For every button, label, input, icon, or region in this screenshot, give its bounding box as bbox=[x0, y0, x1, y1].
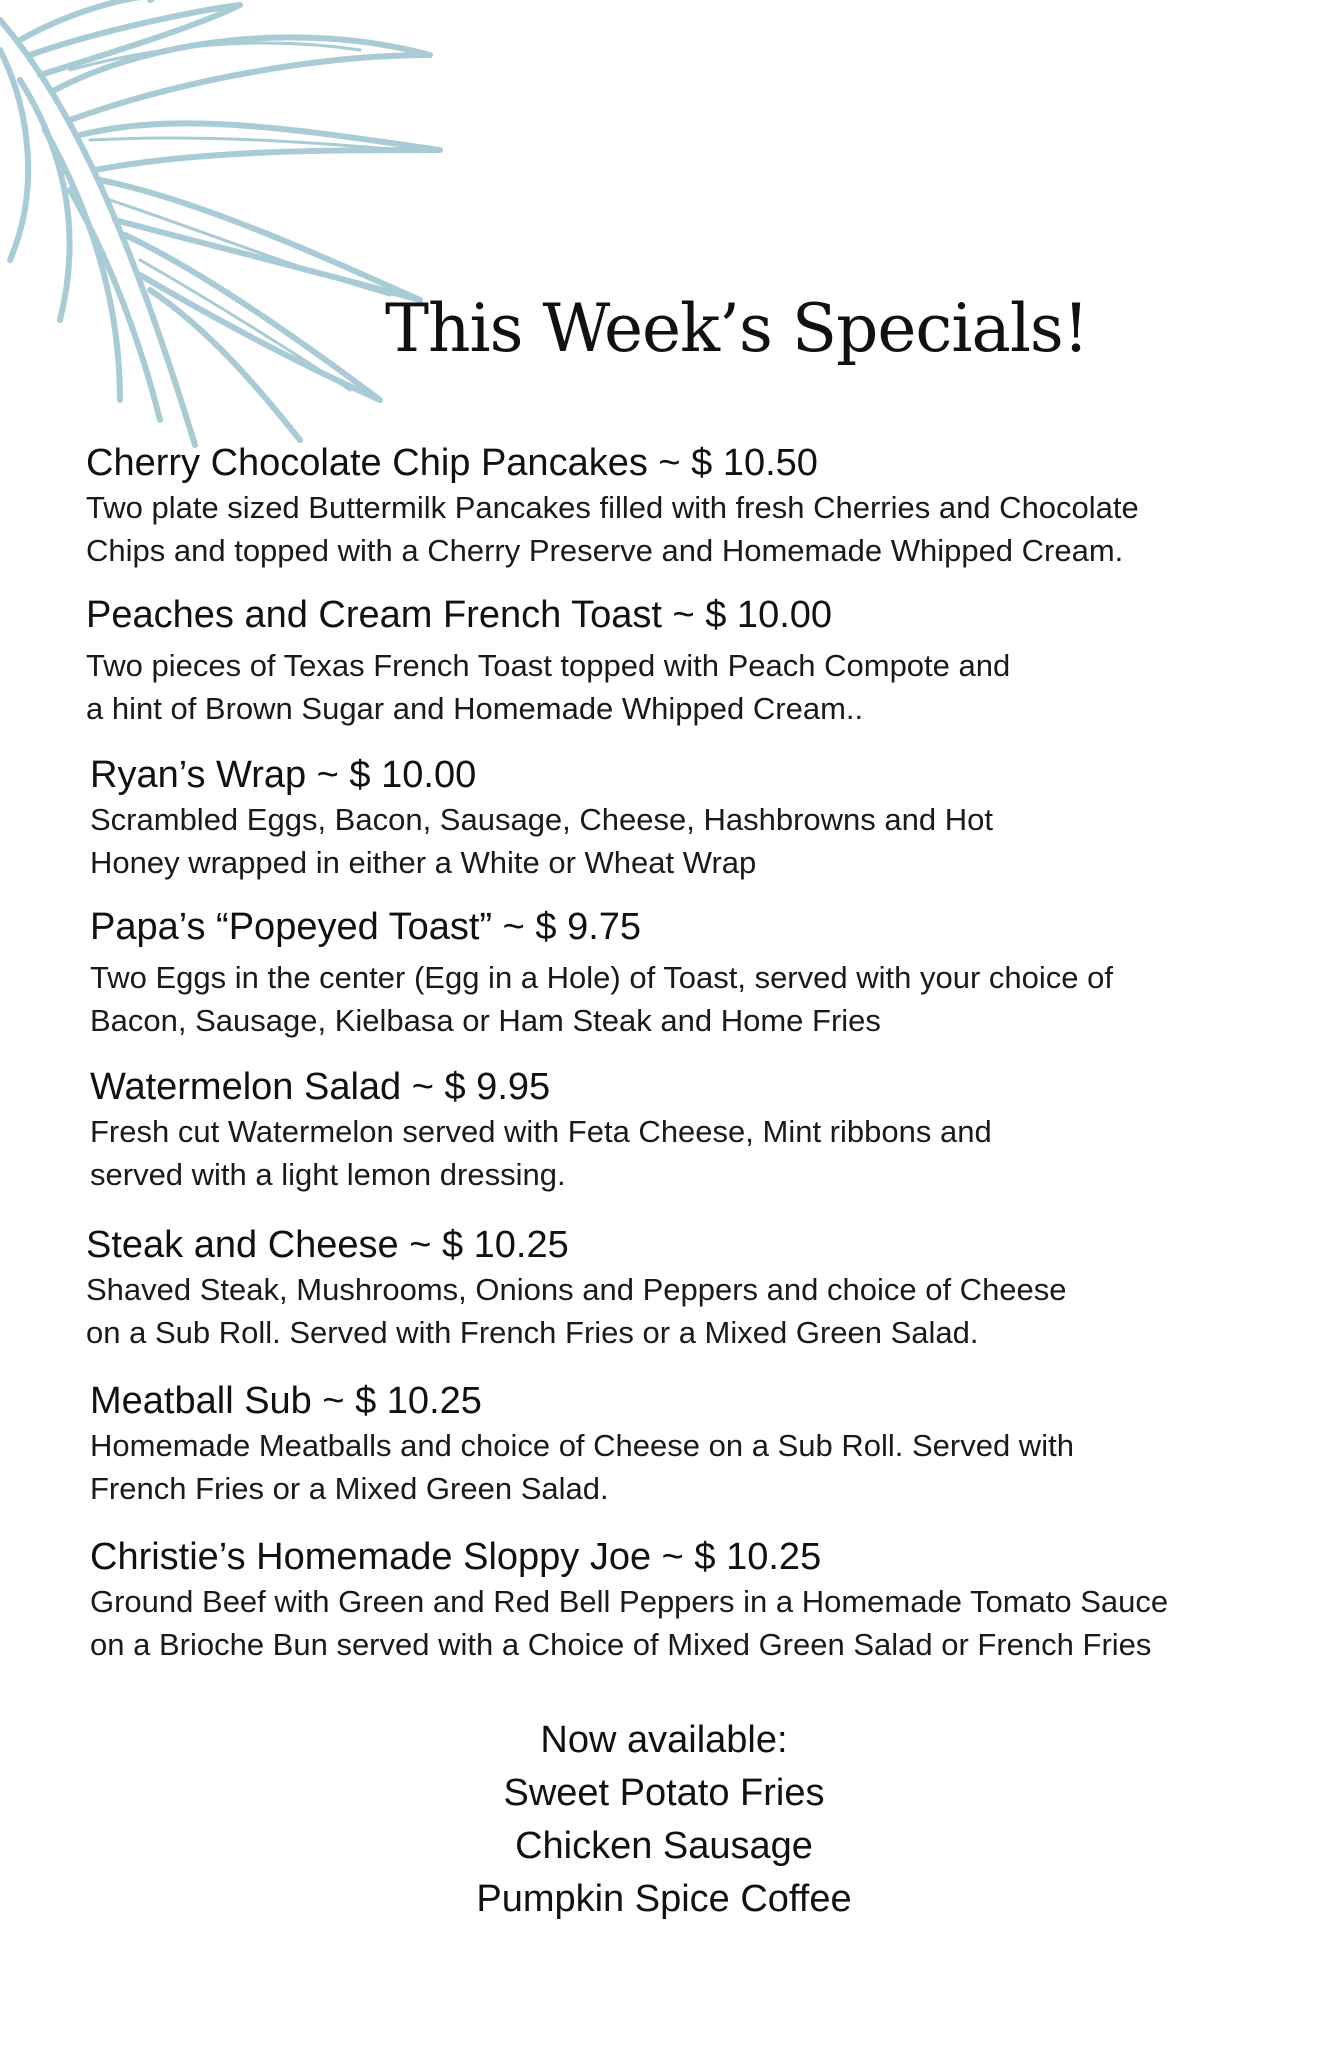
menu-item-description bbox=[86, 1268, 1067, 1354]
now-available-item: Sweet Potato Fries bbox=[503, 1772, 825, 1814]
menu-item bbox=[90, 1064, 992, 1196]
menu-item-heading: Steak and Cheese ~ $ 10.25 bbox=[86, 1224, 569, 1266]
description-line: French Fries or a Mixed Green Salad. bbox=[90, 1471, 609, 1506]
palm-leaf-icon bbox=[0, 0, 520, 460]
menu-item bbox=[90, 904, 1113, 1042]
description-line: Two pieces of Texas French Toast topped with Peach Compote and bbox=[86, 648, 1011, 683]
menu-item-heading: Watermelon Salad ~ $ 9.95 bbox=[90, 1066, 551, 1108]
now-available-heading: Now available: bbox=[540, 1719, 788, 1761]
description-line: on a Brioche Bun served with a Choice of Mixed Green Salad or French Fries bbox=[90, 1627, 1152, 1662]
now-available-item: Pumpkin Spice Coffee bbox=[476, 1878, 852, 1920]
description-line: Shaved Steak, Mushrooms, Onions and Peppers and choice of Cheese bbox=[86, 1272, 1067, 1307]
menu-item-heading: Cherry Chocolate Chip Pancakes ~ $ 10.50 bbox=[86, 442, 818, 484]
menu-item-description bbox=[86, 644, 1010, 730]
menu-item-description bbox=[90, 798, 993, 884]
menu-item-heading: Peaches and Cream French Toast ~ $ 10.00 bbox=[86, 594, 833, 636]
menu-item bbox=[86, 440, 1139, 572]
description-line: Two Eggs in the center (Egg in a Hole) of Toast, served with your choice of bbox=[90, 960, 1113, 995]
description-line: Ground Beef with Green and Red Bell Peppers in a Homemade Tomato Sauce bbox=[90, 1584, 1169, 1619]
menu-item-heading: Ryan’s Wrap ~ $ 10.00 bbox=[90, 754, 477, 796]
menu-item-description bbox=[90, 1424, 1074, 1510]
description-line: Two plate sized Buttermilk Pancakes filled with fresh Cherries and Chocolate bbox=[86, 490, 1139, 525]
menu-item-description bbox=[90, 956, 1113, 1042]
menu-item bbox=[90, 1378, 1074, 1510]
description-line: Honey wrapped in either a White or Wheat Wrap bbox=[90, 845, 757, 880]
menu-item-description bbox=[86, 486, 1139, 572]
page-title: This Week’s Specials! bbox=[385, 290, 1089, 367]
menu-item-heading: Meatball Sub ~ $ 10.25 bbox=[90, 1380, 482, 1422]
menu-item bbox=[86, 592, 1010, 730]
menu-item-description bbox=[90, 1580, 1168, 1666]
description-line: Homemade Meatballs and choice of Cheese on a Sub Roll. Served with bbox=[90, 1428, 1074, 1463]
now-available-item: Chicken Sausage bbox=[515, 1825, 813, 1867]
menu-item bbox=[90, 1534, 1168, 1666]
description-line: a hint of Brown Sugar and Homemade Whipped Cream.. bbox=[86, 691, 864, 726]
description-line: Chips and topped with a Cherry Preserve and Homemade Whipped Cream. bbox=[86, 533, 1124, 568]
description-line: Bacon, Sausage, Kielbasa or Ham Steak and Home Fries bbox=[90, 1003, 881, 1038]
menu-item-heading: Christie’s Homemade Sloppy Joe ~ $ 10.25 bbox=[90, 1536, 822, 1578]
description-line: served with a light lemon dressing. bbox=[90, 1157, 566, 1192]
now-available-section bbox=[0, 1714, 1328, 1926]
description-line: Scrambled Eggs, Bacon, Sausage, Cheese, Hashbrowns and Hot bbox=[90, 802, 993, 837]
description-line: on a Sub Roll. Served with French Fries or a Mixed Green Salad. bbox=[86, 1315, 979, 1350]
description-line: Fresh cut Watermelon served with Feta Cheese, Mint ribbons and bbox=[90, 1114, 992, 1149]
menu-item bbox=[86, 1222, 1067, 1354]
menu-item-heading: Papa’s “Popeyed Toast” ~ $ 9.75 bbox=[90, 906, 642, 948]
menu-item bbox=[90, 752, 993, 884]
menu-item-description bbox=[90, 1110, 992, 1196]
